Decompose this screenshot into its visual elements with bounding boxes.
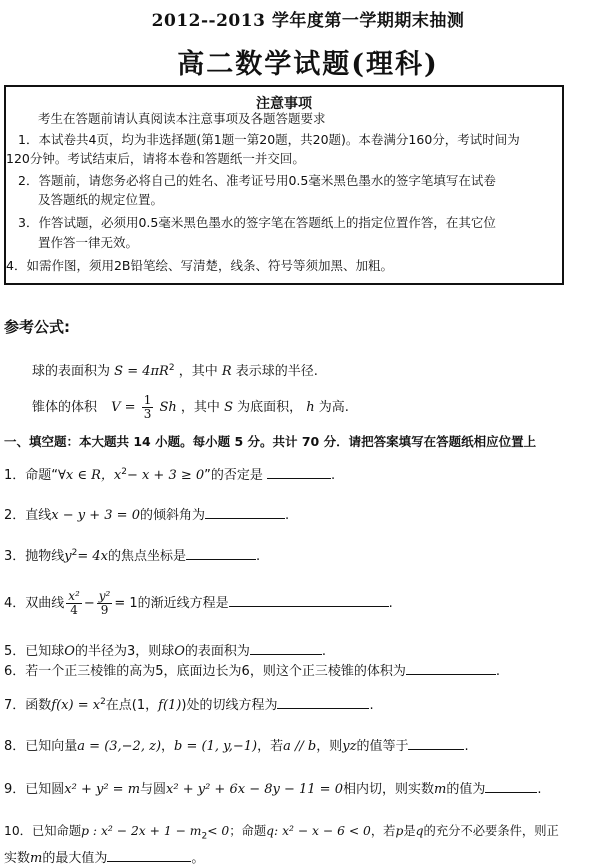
q3-exp: 2: [71, 548, 78, 558]
formula-heading: 参考公式:: [4, 318, 70, 336]
q9-answer-blank[interactable]: [485, 780, 537, 793]
notice-line2b: 及答题纸的规定位置。: [38, 192, 164, 207]
q4-eq: = 1: [114, 596, 138, 612]
notice-line2a: 2．答题前，请您务必将自己的姓名、准考证号用0.5毫米黑色墨水的签字笔填写在试卷: [18, 173, 496, 188]
q1-b: ∀x ∈ R，x: [58, 468, 122, 483]
q3-answer-blank[interactable]: [186, 547, 256, 560]
q10-answer-blank[interactable]: [107, 849, 191, 862]
q4-frac1: [66, 590, 82, 617]
q4-frac2: [97, 590, 113, 617]
q7-answer-blank[interactable]: [277, 696, 369, 709]
q5-o2: O: [174, 644, 185, 659]
question-9: [4, 778, 541, 797]
q7-c: 在点(1，: [105, 698, 159, 713]
q7-d: f(1): [158, 698, 182, 713]
term-line: 2012--2013 学年度第一学期期末抽测: [151, 11, 465, 31]
cone-formula-line: [32, 394, 349, 421]
q6-a: 6．若一个正三棱锥的高为5，底面边长为6，则这个正三棱锥的体积为: [4, 664, 406, 679]
q9-d: x² + y² + 6x − 8y − 11 = 0: [166, 782, 343, 797]
q6-end: .: [495, 664, 500, 679]
q10-m: m: [30, 851, 43, 866]
q9-b: x² + y² = m: [64, 782, 141, 797]
q8-i: 的值等于: [356, 739, 409, 754]
q3-d: 的焦点坐标是: [108, 549, 187, 564]
q8-b: a = (3,−2, z): [77, 739, 162, 754]
q10-h: 的充分不必要条件，则正: [423, 824, 559, 838]
q10-line2a: 实数: [4, 851, 31, 866]
q3-a: 3．抛物线: [4, 549, 65, 564]
q5-a: 5．已知球: [4, 644, 65, 659]
q2-b: x − y + 3 = 0: [51, 508, 140, 523]
q4-end: .: [388, 596, 393, 612]
q10-c: < 0: [207, 824, 230, 838]
q10-d: ；命题: [229, 824, 267, 838]
q2-answer-blank[interactable]: [205, 506, 285, 519]
q1-a: 1．命题“: [4, 468, 59, 483]
sphere-prefix: 球的表面积为: [32, 364, 111, 379]
q5-end: .: [321, 644, 327, 659]
q10-g: 是: [403, 824, 416, 838]
q8-g: ，则: [316, 739, 343, 754]
q7-b: f(x) = x: [51, 698, 101, 713]
sphere-exp: 2: [168, 363, 175, 373]
question-3: [4, 545, 260, 564]
question-6: [4, 660, 500, 679]
q8-c: ，: [161, 739, 175, 754]
question-10: [4, 821, 559, 841]
q10-f: ，若: [370, 824, 396, 838]
sphere-formula-line: [32, 360, 318, 379]
q10-a: 10．已知命题: [4, 824, 82, 838]
question-2: [4, 504, 289, 523]
q10-q: q: [415, 824, 424, 838]
cone-suffix-c: 为高.: [318, 400, 349, 416]
q7-end: .: [369, 698, 374, 713]
q1-end: .: [331, 468, 336, 483]
q2-a: 2．直线: [4, 508, 52, 523]
q4-n2: y²: [98, 589, 111, 603]
q5-c: 的表面积为: [184, 644, 250, 659]
notice-line3b: 置作答一律无效。: [38, 235, 139, 250]
q2-c: 的倾斜角为: [139, 508, 205, 523]
cone-rhs: Sh: [159, 400, 177, 416]
q10-e: q: x² − x − 6 < 0: [266, 824, 371, 838]
q8-e: ，若: [257, 739, 284, 754]
q5-b: 的半径为3，则球: [74, 644, 175, 659]
q4-n1: x²: [68, 589, 80, 603]
q10-sub: 2: [201, 831, 208, 842]
cone-lhs: V =: [111, 400, 136, 416]
q9-a: 9．已知圆: [4, 782, 65, 797]
notice-line4: 4．如需作图，须用2B铅笔绘、写清楚，线条、符号等须加黑、加粗。: [6, 258, 393, 273]
q1-exp: 2: [121, 467, 127, 477]
q10-b: p : x² − 2x + 1 − m: [81, 824, 202, 838]
q8-f: a // b: [283, 739, 317, 754]
cone-prefix: 锥体的体积: [32, 400, 98, 416]
question-5: [4, 640, 326, 659]
q4-a: 4．双曲线: [4, 596, 65, 612]
sphere-var: R: [221, 364, 232, 379]
q4-d1: 4: [70, 603, 78, 618]
q7-exp: 2: [100, 697, 106, 707]
q9-e: 相内切，则实数: [342, 782, 434, 797]
notice-line3a: 3．作答试题，必须用0.5毫米黑色墨水的签字笔在答题纸上的指定位置作答，在其它位: [18, 215, 496, 230]
q3-b: y: [64, 549, 72, 564]
notice-box: [4, 85, 564, 285]
notice-line1a: 1．本试卷共4页，均为非选择题(第1题一第20题，共20题)。本卷满分160分，考试时间为: [18, 132, 520, 147]
q8-end: .: [464, 739, 469, 754]
q7-a: 7．函数: [4, 698, 52, 713]
q4-answer-blank[interactable]: [229, 594, 389, 607]
cone-var-s: S: [224, 400, 233, 416]
sphere-suffix-a: ，其中: [178, 364, 218, 379]
q9-f: 的值为: [446, 782, 486, 797]
q5-o: O: [64, 644, 75, 659]
cone-den: 3: [143, 407, 152, 422]
question-1: [4, 464, 335, 483]
q4-d2: 9: [100, 603, 109, 618]
q10-line2b: 的最大值为: [42, 851, 108, 866]
q8-d: b = (1, y,−1): [174, 739, 258, 754]
cone-num: 1: [143, 393, 152, 407]
notice-line1b: 120分钟。考试结束后，请将本卷和答题纸一并交回。: [6, 151, 305, 166]
notice-intro: 考生在答题前请认真阅读本注意事项及各题答题要求: [38, 111, 326, 126]
q10-p: p: [395, 824, 404, 838]
q5-answer-blank[interactable]: [250, 642, 322, 655]
question-10-line2: [4, 847, 204, 866]
notice-title: 注意事项: [256, 96, 312, 112]
exam-title: 高二数学试题(理科): [177, 49, 439, 80]
q6-answer-blank[interactable]: [406, 662, 496, 675]
q8-h: yz: [342, 739, 357, 754]
q1-answer-blank[interactable]: [267, 466, 331, 479]
q4-b: 的渐近线方程是: [137, 596, 229, 612]
q9-c: 与圆: [140, 782, 167, 797]
q1-d: ”的否定是: [204, 468, 263, 483]
question-7: [4, 694, 374, 713]
cone-fraction: [142, 394, 154, 421]
q8-answer-blank[interactable]: [408, 737, 464, 750]
q9-m: m: [433, 782, 447, 797]
q3-c: = 4x: [77, 549, 109, 564]
sphere-suffix-b: 表示球的半径.: [235, 364, 318, 379]
q1-c: − x + 3 ≥ 0: [126, 468, 205, 483]
q4-minus: −: [83, 596, 95, 612]
cone-suffix-b: 为底面积，: [237, 400, 303, 416]
q7-e: )处的切线方程为: [181, 698, 278, 713]
q9-end: .: [537, 782, 542, 797]
cone-var-h: h: [306, 400, 315, 416]
q10-end: 。: [191, 851, 205, 866]
question-4: [4, 590, 393, 617]
q2-end: .: [285, 508, 290, 523]
q8-a: 8．已知向量: [4, 739, 78, 754]
section-heading: 一、填空题：本大题共 14 小题。每小题 5 分。共计 70 分．请把答案填写在答题纸相应位置上: [4, 434, 537, 449]
q3-end: .: [256, 549, 261, 564]
question-8: [4, 735, 469, 754]
sphere-formula: S = 4πR: [114, 364, 169, 379]
cone-suffix-a: ，其中: [180, 400, 220, 416]
